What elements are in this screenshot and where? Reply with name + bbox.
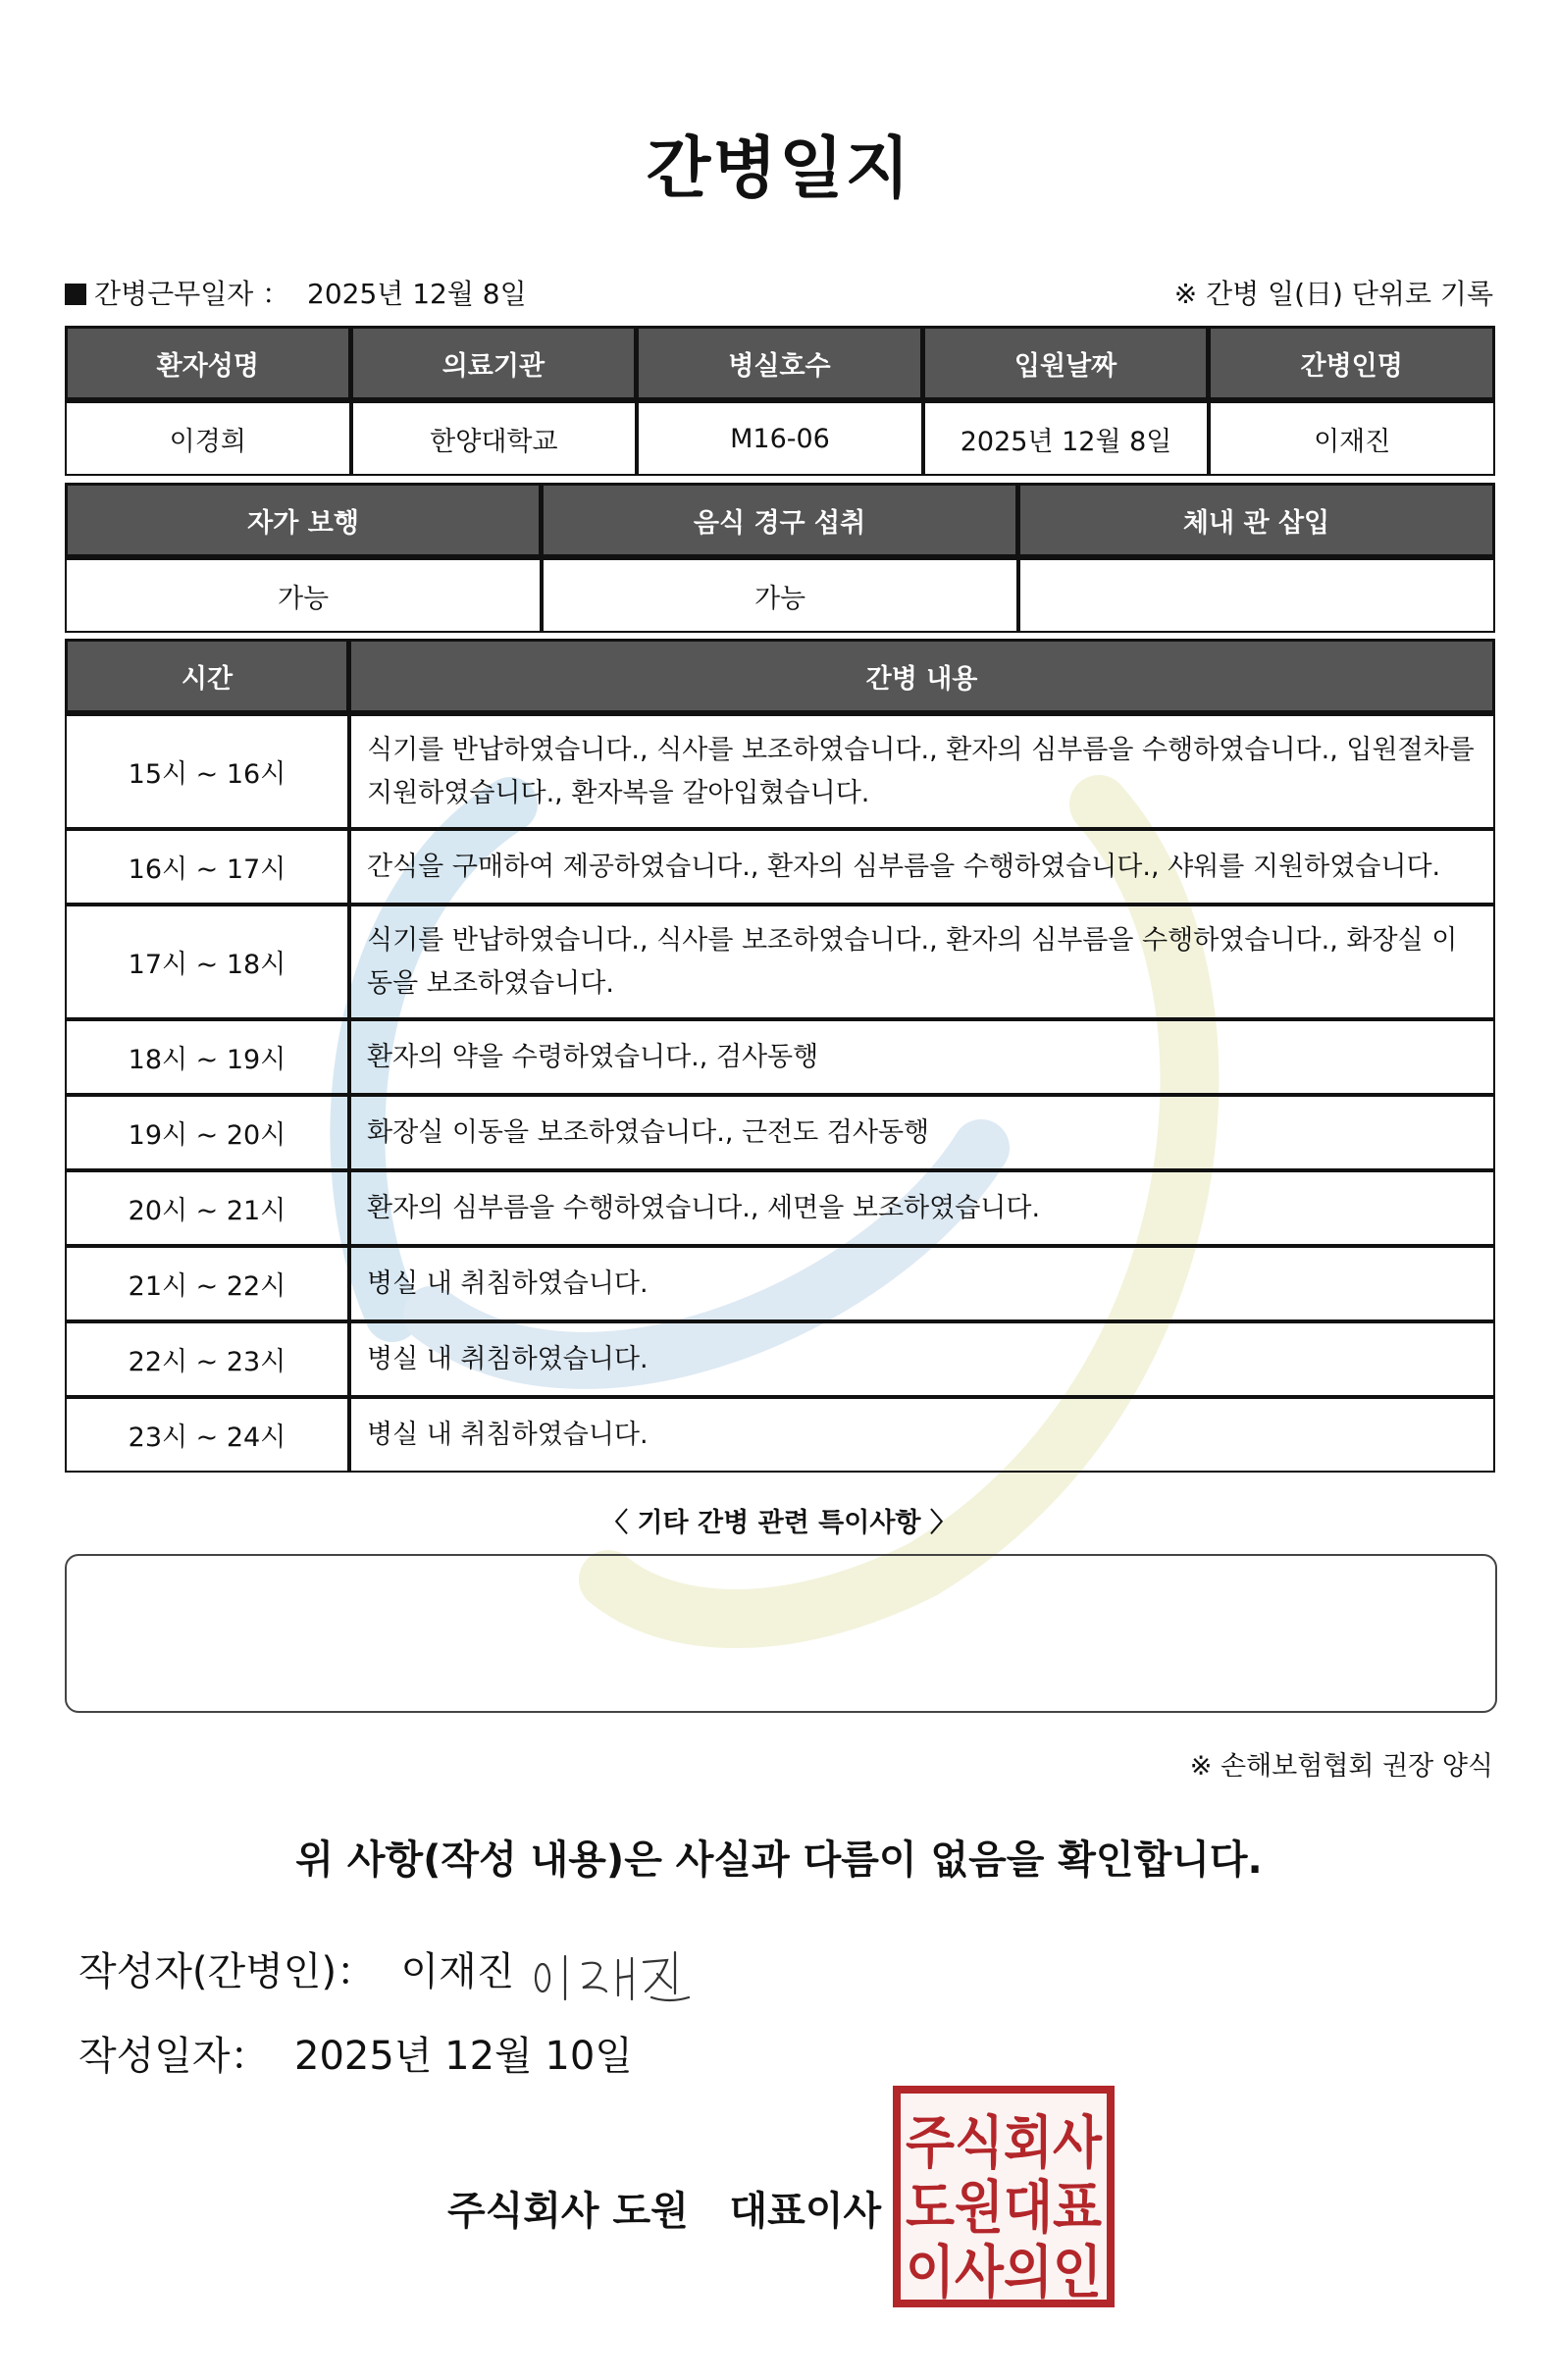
- company-seal: [893, 2086, 1115, 2307]
- association-note: ※ 손해보험협회 권장 양식: [1189, 1751, 1493, 1782]
- header-oral-intake: 음식 경구 섭취: [542, 483, 1018, 558]
- work-date-value: 2025년 12월 8일: [307, 278, 527, 310]
- square-bullet-icon: [65, 284, 86, 305]
- header-room: 병실호수: [637, 326, 923, 401]
- room-number: M16-06: [637, 401, 923, 476]
- row-time: 21시 ~ 22시: [65, 1246, 349, 1321]
- header-admission-date: 입원날짜: [923, 326, 1210, 401]
- header-time: 시간: [65, 639, 349, 714]
- patient-info-table: [65, 326, 1495, 476]
- header-care-content: 간병 내용: [349, 639, 1495, 714]
- oral-intake-value: 가능: [542, 558, 1018, 633]
- row-content: 환자의 심부름을 수행하였습니다., 세면을 보조하였습니다.: [349, 1170, 1495, 1246]
- writer-line: [78, 1940, 514, 1996]
- patient-name: 이경희: [65, 401, 351, 476]
- row-content: 화장실 이동을 보조하였습니다., 근전도 검사동행: [349, 1095, 1495, 1170]
- row-content: 환자의 약을 수령하였습니다., 검사동행: [349, 1019, 1495, 1095]
- ability-table: [65, 483, 1495, 633]
- table-row: [65, 1170, 1495, 1246]
- table-row: [65, 1397, 1495, 1473]
- admission-date: 2025년 12월 8일: [923, 401, 1210, 476]
- care-log-table: [65, 639, 1495, 1473]
- notes-heading: 〈 기타 간병 관련 특이사항 〉: [601, 1508, 957, 1538]
- hospital-name: 한양대학교: [351, 401, 638, 476]
- caregiver-name: 이재진: [1209, 401, 1495, 476]
- table-row: [65, 1246, 1495, 1321]
- page-title: 간병일지: [646, 130, 912, 208]
- row-content: 병실 내 취침하였습니다.: [349, 1246, 1495, 1321]
- row-content: 병실 내 취침하였습니다.: [349, 1321, 1495, 1397]
- row-time: 20시 ~ 21시: [65, 1170, 349, 1246]
- notes-box: [65, 1554, 1497, 1713]
- header-tube-insertion: 체내 관 삽입: [1018, 483, 1495, 558]
- table-row: [65, 714, 1495, 829]
- row-content: 식기를 반납하였습니다., 식사를 보조하였습니다., 환자의 심부름을 수행하였습니다., 입원절차를 지원하였습니다., 환자복을 갈아입혔습니다.: [349, 714, 1495, 829]
- handwritten-signature: [528, 1935, 724, 2013]
- writer-label: 작성자(간병인)：: [78, 1949, 377, 1994]
- row-time: 15시 ~ 16시: [65, 714, 349, 829]
- written-date-line: [78, 2025, 633, 2081]
- self-walking-value: 가능: [65, 558, 542, 633]
- row-time: 18시 ~ 19시: [65, 1019, 349, 1095]
- table-row: [65, 1095, 1495, 1170]
- header-hospital: 의료기관: [351, 326, 638, 401]
- work-date-label: 간병근무일자 ：: [94, 278, 290, 310]
- seal-line-1: 주식회사: [906, 2111, 1103, 2175]
- table-row: [65, 829, 1495, 905]
- row-time: 17시 ~ 18시: [65, 905, 349, 1019]
- row-content: 병실 내 취침하였습니다.: [349, 1397, 1495, 1473]
- row-content: 간식을 구매하여 제공하였습니다., 환자의 심부름을 수행하였습니다., 샤워를 지원하였습니다.: [349, 829, 1495, 905]
- company-representative: 주식회사 도원 대표이사: [447, 2189, 882, 2234]
- table-row: [65, 905, 1495, 1019]
- written-date-value: 2025년 12월 10일: [294, 2034, 633, 2079]
- tube-insertion-value: [1018, 558, 1495, 633]
- unit-note: ※ 간병 일(日) 단위로 기록: [1173, 278, 1493, 310]
- header-caregiver-name: 간병인명: [1209, 326, 1495, 401]
- seal-line-2: 도원대표: [906, 2176, 1102, 2240]
- row-time: 23시 ~ 24시: [65, 1397, 349, 1473]
- header-self-walking: 자가 보행: [65, 483, 542, 558]
- seal-line-3: 이사의인: [906, 2241, 1102, 2304]
- row-content: 식기를 반납하였습니다., 식사를 보조하였습니다., 환자의 심부름을 수행하였습니다., 화장실 이동을 보조하였습니다.: [349, 905, 1495, 1019]
- work-date: [65, 273, 527, 312]
- writer-name: 이재진: [400, 1949, 515, 1994]
- confirmation-statement: 위 사항(작성 내용)은 사실과 다름이 없음을 확인합니다.: [295, 1837, 1263, 1883]
- row-time: 22시 ~ 23시: [65, 1321, 349, 1397]
- table-row: [65, 1019, 1495, 1095]
- written-date-label: 작성일자：: [78, 2034, 270, 2079]
- table-row: [65, 1321, 1495, 1397]
- row-time: 19시 ~ 20시: [65, 1095, 349, 1170]
- header-patient-name: 환자성명: [65, 326, 351, 401]
- row-time: 16시 ~ 17시: [65, 829, 349, 905]
